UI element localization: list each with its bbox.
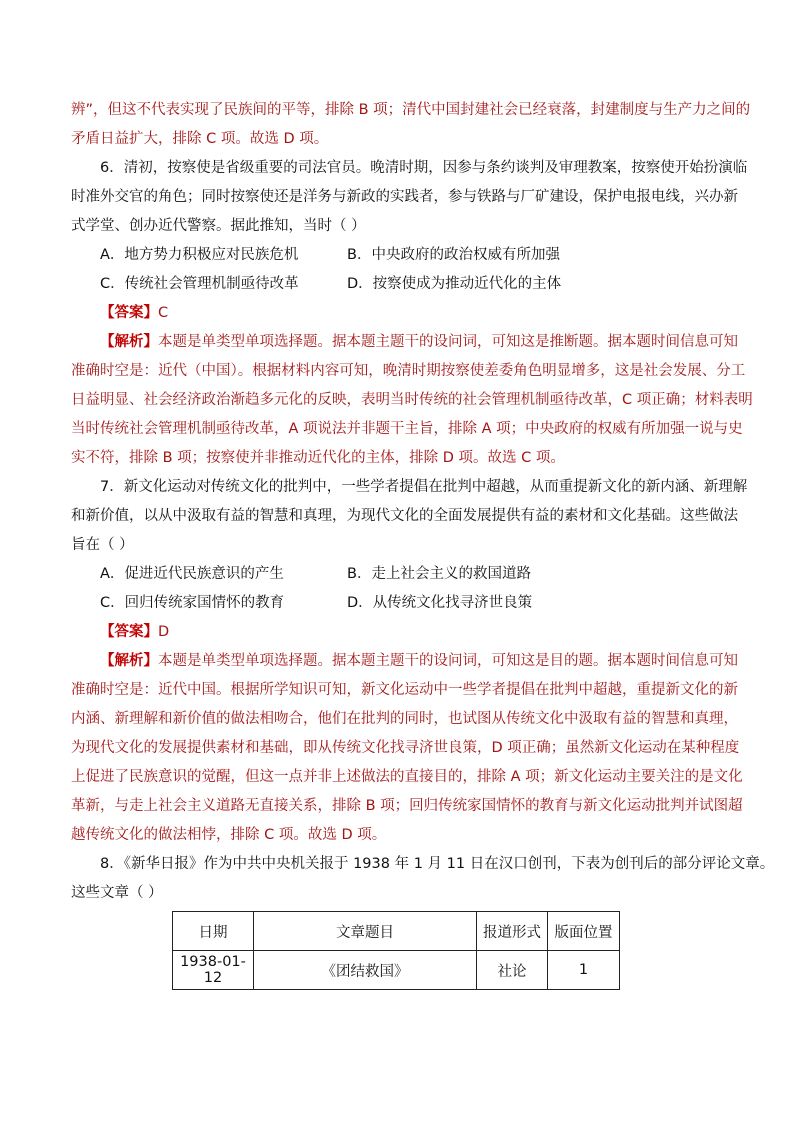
table-header-cell: 版面位置 [548, 912, 620, 951]
question-6-explanation-4: 当时传统社会管理机制亟待改革，A 项说法并非题干主旨，排除 A 项；中央政府的权威有所加强一说与史 [71, 421, 743, 437]
answer-value: C [158, 305, 169, 321]
question-6-explanation-5: 实不符，排除 B 项；按察使并非推动近代化的主体，排除 D 项。故选 C 项。 [71, 450, 565, 466]
question-6-stem-1: 6．清初，按察使是省级重要的司法官员。晚清时期，因参与条约谈判及审理教案，按察使开始扮演临 [100, 160, 748, 176]
question-6-explanation-1 [100, 332, 738, 352]
question-7-stem-2: 和新价值，以从中汲取有益的智慧和真理，为现代文化的全面发展提供有益的素材和文化基础。这些做法 [71, 508, 738, 524]
table-header-row [173, 912, 620, 951]
question-7-explanation-5: 上促进了民族意识的觉醒，但这一点并非上述做法的直接目的，排除 A 项；新文化运动主要关注的是文化 [71, 769, 743, 785]
table-cell-title: 《团结救国》 [254, 951, 477, 990]
question-7-option-d: D．从传统文化找寻济世良策 [347, 595, 533, 611]
question-7-answer [100, 622, 169, 642]
question-7-stem-3: 旨在（ ） [71, 537, 134, 553]
question-6-option-c: C．传统社会管理机制亟待改革 [100, 276, 299, 292]
articles-table [172, 911, 620, 990]
question-6-stem-3: 式学堂、创办近代警察。据此推知，当时（ ） [71, 218, 366, 234]
explanation-text: 本题是单类型单项选择题。据本题主题干的设问词，可知这是目的题。据本题时间信息可知 [158, 653, 738, 669]
table-cell-form: 社论 [477, 951, 548, 990]
question-6-stem-2: 时准外交官的角色；同时按察使还是洋务与新政的实践者，参与铁路与厂矿建设，保护电报电线，兴办新 [71, 189, 738, 205]
table-cell-date: 1938-01-12 [173, 951, 254, 990]
question-7-explanation-7: 越传统文化的做法相悖，排除 C 项。故选 D 项。 [71, 827, 387, 843]
question-8-stem-1: 8．《新华日报》作为中共中央机关报于 1938 年 1 月 11 日在汉口创刊，下表为创刊后的部分评论文章。 [100, 856, 775, 872]
explanation-label: 【解析】 [100, 653, 158, 669]
question-7-option-c: C．回归传统家国情怀的教育 [100, 595, 285, 611]
answer-label: 【答案】 [100, 305, 158, 321]
answer-value: D [158, 624, 170, 640]
table-header-cell: 日期 [173, 912, 254, 951]
question-7-option-a: A．促进近代民族意识的产生 [100, 566, 284, 582]
table-row [173, 951, 620, 990]
question-7-explanation-2: 准确时空是：近代中国。根据所学知识可知，新文化运动中一些学者提倡在批判中超越，重提新文化的新 [71, 682, 738, 698]
prev-explanation-line-1: 辨”，但这不代表实现了民族间的平等，排除 B 项；清代中国封建社会已经衰落，封建制度与生产力之间的 [71, 102, 751, 118]
question-7-explanation-6: 革新，与走上社会主义道路无直接关系，排除 B 项；回归传统家国情怀的教育与新文化运动批判并试图超 [71, 798, 743, 814]
question-7-stem-1: 7．新文化运动对传统文化的批判中，一些学者提倡在批判中超越，从而重提新文化的新内涵、新理解 [100, 479, 748, 495]
question-8-stem-2: 这些文章（ ） [71, 885, 163, 901]
question-6-option-b: B．中央政府的政治权威有所加强 [347, 247, 560, 263]
question-6-option-a: A．地方势力积极应对民族危机 [100, 247, 299, 263]
table-cell-position: 1 [548, 951, 620, 990]
explanation-text: 本题是单类型单项选择题。据本题主题干的设问词，可知这是推断题。据本题时间信息可知 [158, 334, 738, 350]
prev-explanation-line-2: 矛盾日益扩大，排除 C 项。故选 D 项。 [71, 131, 329, 147]
question-6-explanation-3: 日益明显、社会经济政治渐趋多元化的反映，表明当时传统的社会管理机制亟待改革，C 项正确；材料表明 [71, 392, 753, 408]
question-6-option-d: D．按察使成为推动近代化的主体 [347, 276, 562, 292]
question-6-explanation-2: 准确时空是：近代（中国）。根据材料内容可知，晚清时期按察使差委角色明显增多，这是社会发展、分工 [71, 363, 746, 379]
question-7-explanation-1 [100, 651, 738, 671]
question-6-answer [100, 303, 168, 323]
table-header-cell: 文章题目 [254, 912, 477, 951]
answer-label: 【答案】 [100, 624, 158, 640]
question-7-explanation-4: 为现代文化的发展提供素材和基础，即从传统文化找寻济世良策，D 项正确；虽然新文化运动在某种程度 [71, 740, 740, 756]
question-7-explanation-3: 内涵、新理解和新价值的做法相吻合，他们在批判的同时，也试图从传统文化中汲取有益的智慧和真理， [71, 711, 738, 727]
explanation-label: 【解析】 [100, 334, 158, 350]
question-7-option-b: B．走上社会主义的救国道路 [347, 566, 531, 582]
table-header-cell: 报道形式 [477, 912, 548, 951]
